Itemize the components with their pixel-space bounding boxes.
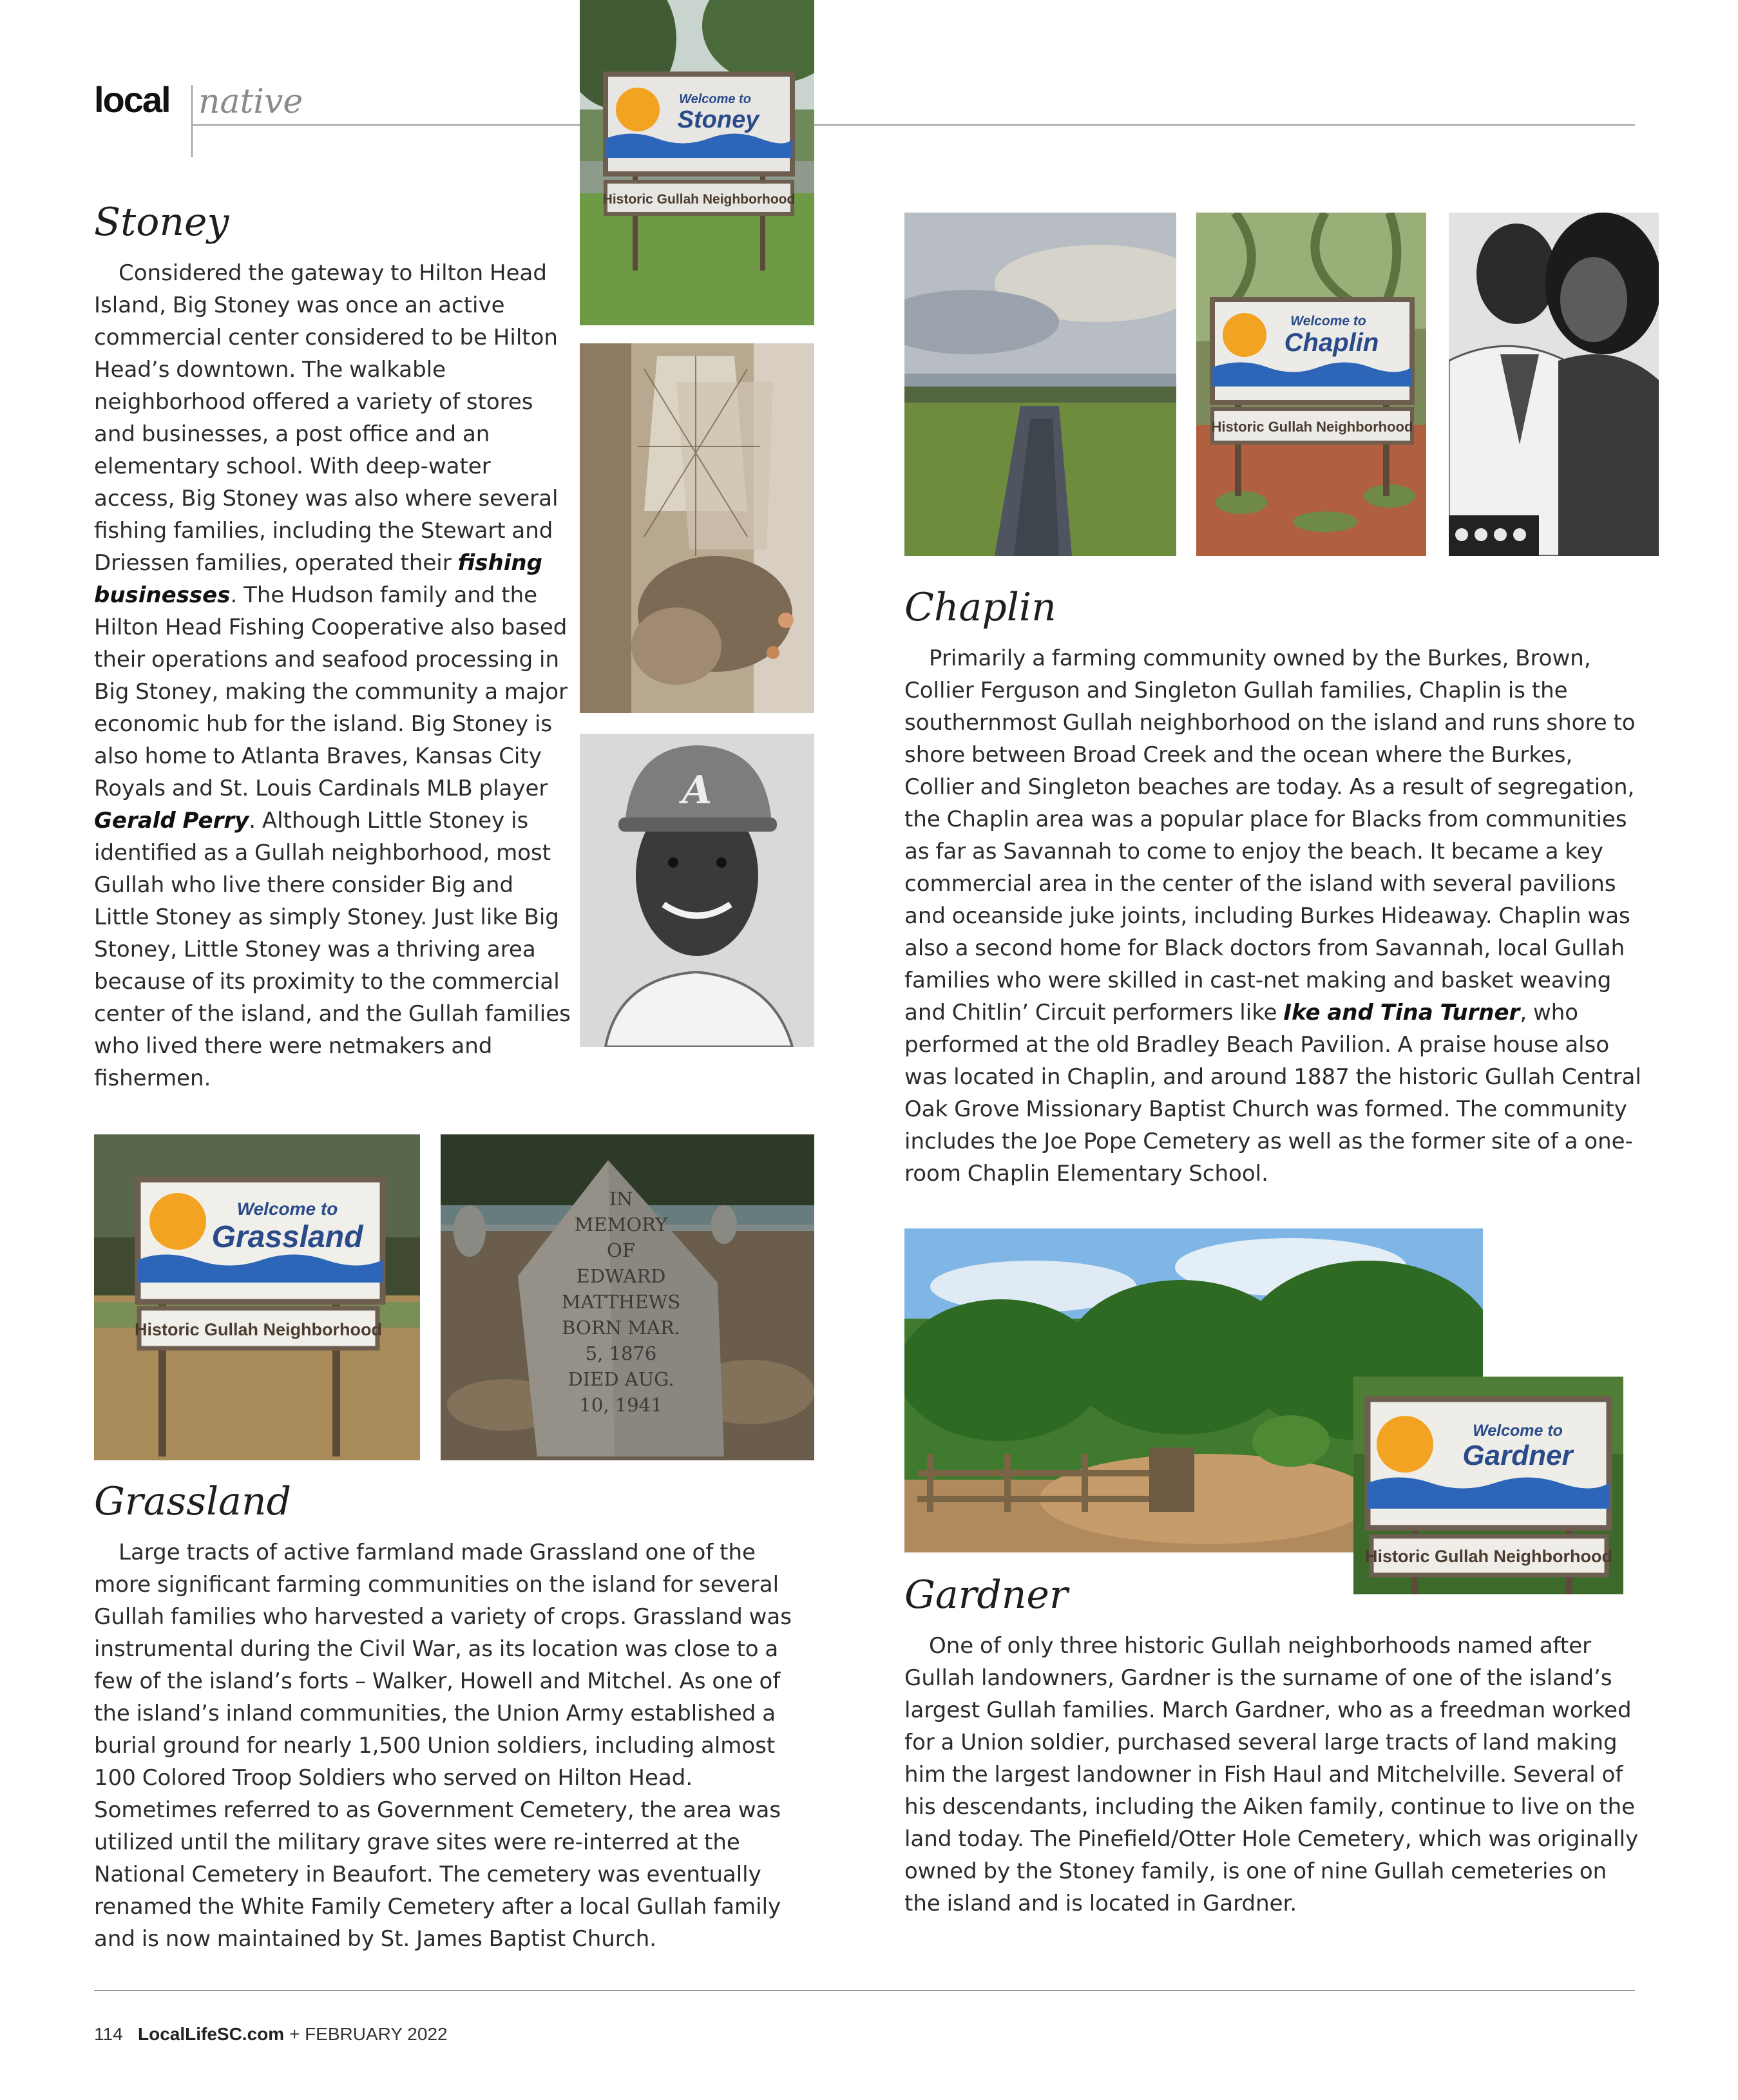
grassland-sign-historic: Historic Gullah Neighborhood [135, 1320, 382, 1339]
header-rule-right [813, 124, 1635, 126]
ike-tina-turner-link[interactable]: Ike and Tina Turner [1283, 1000, 1520, 1026]
headstone-line-6: BORN MAR. [562, 1317, 680, 1339]
chaplin-sign-welcome: Welcome to [1290, 314, 1366, 329]
footer-folio [94, 2024, 448, 2045]
gerald-perry-link[interactable]: Gerald Perry [94, 808, 249, 834]
headstone-line-4: EDWARD [576, 1265, 666, 1287]
brand-divider [191, 85, 193, 157]
gardner-sign-photo [1353, 1377, 1623, 1594]
brand-local: local [94, 79, 170, 120]
stoney-body: Considered the gateway to Hilton Head Island, Big Stoney was once an active commercial center considered to be Hilton Head’s downtown. The walkable neighborhood offered a variety of stores and businesses, a post office and an elementary school. With deep-water access, Big Stoney was also where several fishing families, including the Stewart and Driessen families, operated their fishing businesses. The Hudson family and the Hilton Head Fishing Cooperative also based their operations and seafood processing in Big Stoney, making the community a major economic hub for the island. Big Stoney is also home to Atlanta Braves, Kansas City Royals and St. Louis Cardinals MLB player Gerald Perry. Although Little Stoney is identified as a Gullah neighborhood, most Gullah who live there consider Big and Little Stoney as simply Stoney. Just like Big Stoney, Little Stoney was a thriving area because of its proximity to the commercial center of the island, and the Gullah families who lived there were netmakers and fishermen. [94, 260, 571, 1091]
grassland-sign-name: Grassland [211, 1220, 363, 1254]
brand-native: native [198, 82, 303, 121]
gardner-sign-welcome: Welcome to [1473, 1422, 1563, 1440]
headstone-line-7: 5, 1876 [585, 1342, 657, 1364]
chaplin-sign-photo [1196, 213, 1426, 556]
marsh-creek-photo [904, 213, 1176, 556]
headstone-line-5: MATTHEWS [561, 1291, 681, 1313]
gardner-heading: Gardner [904, 1572, 1068, 1618]
stoney-sign-photo [580, 0, 814, 325]
chaplin-heading: Chaplin [904, 585, 1056, 630]
headstone-line-9: 10, 1941 [579, 1394, 663, 1416]
page-number: 114 [94, 2024, 123, 2044]
site-link[interactable]: LocalLifeSC.com [137, 2024, 285, 2044]
headstone-line-3: OF [607, 1239, 635, 1261]
stoney-sign-name: Stoney [677, 106, 759, 133]
footer-rule [94, 1990, 1635, 1991]
stoney-sign-historic: Historic Gullah Neighborhood [602, 192, 796, 207]
fishing-nets-photo [580, 343, 814, 713]
ike-tina-photo [1449, 213, 1659, 556]
issue-date: + FEBRUARY 2022 [289, 2024, 448, 2044]
stoney-heading: Stoney [94, 200, 229, 245]
headstone-photo [441, 1134, 814, 1460]
grassland-body: Large tracts of active farmland made Grassland one of the more significant farming communities on the island for several Gullah families who harvested a variety of crops. Grassland was instrumental during the Civil War, as its location was close to a few of the island’s forts – Walker, Howell and Mitchel. As one of the island’s inland communities, the Union Army established a burial ground for nearly 1,500 Union soldiers, including almost 100 Colored Troop Soldiers who served on Hilton Head. Sometimes referred to as Government Cemetery, the area was utilized until the military grave sites were re-interred at the National Cemetery in Beaufort. The cemetery was eventually renamed the White Family Cemetery after a local Gullah family and is now maintained by St. James Baptist Church. [94, 1540, 792, 1952]
gerald-perry-photo [580, 734, 814, 1047]
headstone-line-1: IN [609, 1188, 633, 1210]
gardner-sign-historic: Historic Gullah Neighborhood [1365, 1547, 1612, 1566]
headstone-line-8: DIED AUG. [568, 1368, 674, 1390]
grassland-sign-welcome: Welcome to [236, 1199, 338, 1219]
headstone-line-2: MEMORY [574, 1214, 668, 1236]
fishing-businesses-link[interactable]: fishing businesses [94, 550, 542, 608]
chaplin-sign-name: Chaplin [1284, 329, 1379, 357]
stoney-sign-welcome: Welcome to [679, 92, 751, 106]
chaplin-body: Primarily a farming community owned by the Burkes, Brown, Collier Ferguson and Singleton Gullah families, Chaplin is the southernmost Gullah neighborhood on the island and runs shore to shore between Broad Creek and the ocean where the Burkes, Collier and Singleton beaches are today. As a result of segregation, the Chaplin area was a popular place for Blacks from communities as far as Savannah to come to enjoy the beach. It became a key commercial area in the center of the island with several pavilions and oceanside juke joints, including Burkes Hideaway. Chaplin was also a second home for Black doctors from Savannah, local Gullah families who were skilled in cast-net making and basket weaving and Chitlin’ Circuit performers like Ike and Tina Turner, who performed at the old Bradley Beach Pavilion. A praise house also was located in Chaplin, and around 1887 the historic Gullah Central Oak Grove Missionary Baptist Church was formed. The community includes the Joe Pope Cemetery as well as the former site of a one-room Chaplin Elementary School. [904, 645, 1641, 1187]
svg-text:A: A [682, 768, 712, 813]
chaplin-sign-historic: Historic Gullah Neighborhood [1211, 419, 1413, 435]
gardner-sign-name: Gardner [1462, 1440, 1573, 1471]
grassland-sign-photo [94, 1134, 420, 1460]
header-rule-left [191, 124, 580, 126]
gardner-body: One of only three historic Gullah neighborhoods named after Gullah landowners, Gardner is the surname of one of the island’s largest Gullah families. March Gardner, who as a freedman worked for a Union soldier, purchased several large tracts of land making him the largest landowner in Fish Haul and Mitchelville. Several of his descendants, including the Aiken family, continue to live on the land today. The Pinefield/Otter Hole Cemetery, which was originally owned by the Stoney family, is one of nine Gullah cemeteries on the island and is located in Gardner. [904, 1633, 1639, 1916]
grassland-heading: Grassland [94, 1479, 291, 1524]
